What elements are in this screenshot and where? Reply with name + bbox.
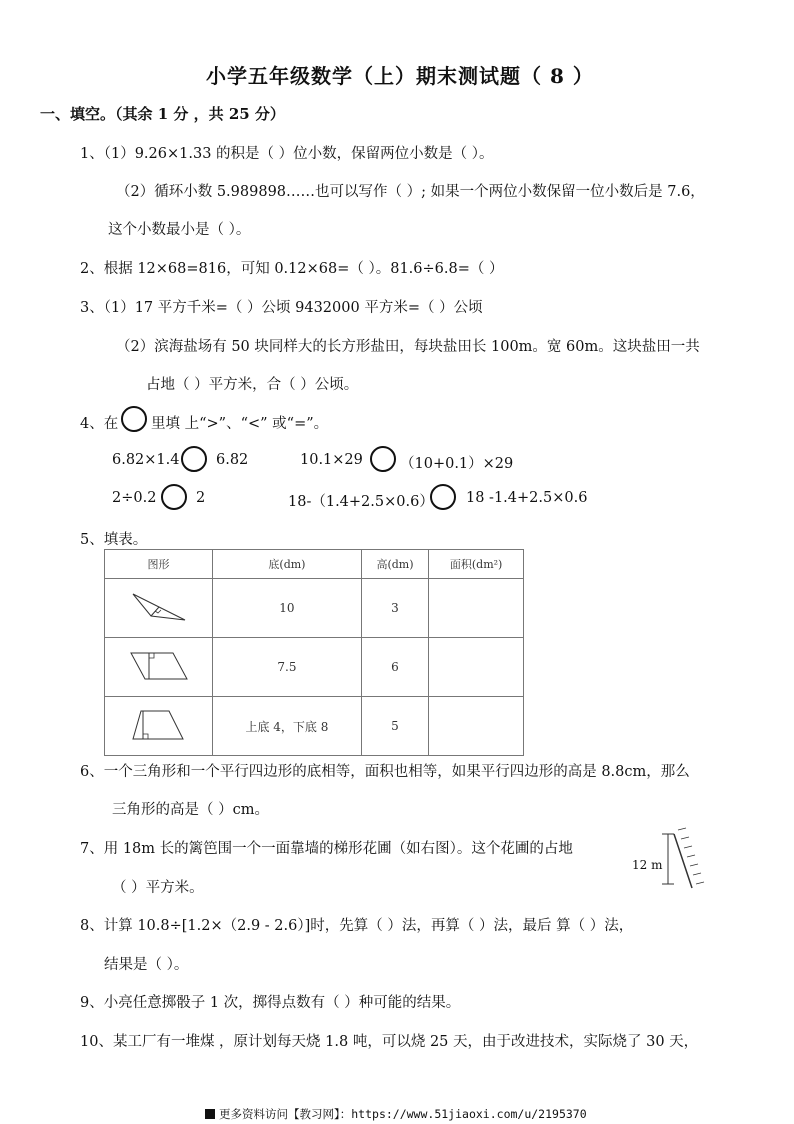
question-10: 10、某工厂有一堆煤 ，原计划每天烧 1.8 吨，可以烧 25 天，由于改进技术，实际烧了 30 天， (80, 1034, 699, 1050)
header-area: 面积(dm²) (429, 550, 524, 579)
table-row (105, 638, 524, 697)
table-row (105, 579, 524, 638)
compare-circle-b[interactable] (370, 446, 396, 472)
trapezoid-garden-figure (630, 826, 706, 890)
table-cell-area[interactable] (429, 579, 524, 638)
compare-circle-d[interactable] (430, 484, 456, 510)
question-6-cont: 三角形的高是（ ）cm。 (112, 802, 269, 818)
table-cell-base: 7.5 (213, 638, 362, 697)
header-height: 高(dm) (361, 550, 428, 579)
question-7-cont: （ ）平方米。 (112, 880, 204, 896)
compare-a-right: 6.82 (216, 452, 249, 468)
compare-d-right: 18 -1.4+2.5×0.6 (466, 490, 588, 506)
header-shape: 图形 (105, 550, 213, 579)
footer-link[interactable] (205, 1106, 587, 1122)
question-9: 9、小亮任意掷骰子 1 次，掷得点数有（ ）种可能的结果。 (80, 995, 461, 1011)
question-3-part-2-cont: 占地（ ）平方米，合（ ）公顷。 (146, 377, 359, 393)
question-4-prefix: 4、在 (80, 416, 119, 432)
question-8-cont: 结果是（ ）。 (104, 957, 189, 973)
table-header-row (105, 550, 524, 579)
header-base: 底(dm) (213, 550, 362, 579)
footer-text: 更多资料访问【教习网】：https://www.51jiaoxi.com/u/2195370 (219, 1107, 587, 1121)
table-cell-height: 5 (361, 697, 428, 756)
page-title: 小学五年级数学（上）期末测试题（ 8 ） (206, 64, 594, 88)
flag-icon (205, 1109, 215, 1119)
compare-a-left: 6.82×1.4 (112, 452, 180, 468)
compare-b-right: （10+0.1）×29 (400, 456, 514, 472)
compare-b-left: 10.1×29 (300, 452, 363, 468)
question-7: 7、用 18m 长的篱笆围一个一面靠墙的梯形花圃（如右图）。这个花圃的占地 (80, 841, 573, 857)
table-cell-base: 10 (213, 579, 362, 638)
table-cell-base: 上底 4，下底 8 (213, 697, 362, 756)
table-cell-height: 3 (361, 579, 428, 638)
triangle-figure (105, 579, 213, 638)
area-table (104, 549, 524, 756)
compare-d-left: 18-（1.4+2.5×0.6） (288, 494, 434, 510)
table-cell-area[interactable] (429, 638, 524, 697)
parallelogram-figure (105, 638, 213, 697)
garden-dimension-label: 12 m (632, 858, 663, 872)
question-8: 8、计算 10.8÷[1.2×（2.9 - 2.6）]时，先算（ ）法，再算（ ）法，最后 算（ ）法， (80, 918, 634, 934)
compare-c-left: 2÷0.2 (112, 490, 157, 506)
trapezoid-figure (105, 697, 213, 756)
question-3-part-2: （2）滨海盐场有 50 块同样大的长方形盐田，每块盐田长 100m。宽 60m。这块盐田一共 (116, 339, 700, 355)
question-1-part-2-cont: 这个小数最小是（ ）。 (108, 222, 251, 238)
table-cell-height: 6 (361, 638, 428, 697)
question-6: 6、一个三角形和一个平行四边形的底相等，面积也相等，如果平行四边形的高是 8.8cm，那么 (80, 764, 690, 780)
question-2: 2、根据 12×68=816，可知 0.12×68=（ ）。81.6÷6.8=（ ） (80, 261, 504, 277)
question-3-part-1: 3、（1）17 平方千米=（ ）公顷 9432000 平方米=（ ）公顷 (80, 300, 483, 316)
table-cell-area[interactable] (429, 697, 524, 756)
compare-circle-a[interactable] (181, 446, 207, 472)
question-1-part-1: 1、（1）9.26×1.33 的积是（ ）位小数，保留两位小数是（ ）。 (80, 146, 494, 162)
compare-circle-c[interactable] (161, 484, 187, 510)
question-1-part-2: （2）循环小数 5.989898……也可以写作（ ）; 如果一个两位小数保留一位小数后是 7.6， (116, 184, 705, 200)
question-4-instruction: 里填 上“>”、“<” 或“=”。 (151, 416, 329, 432)
question-5: 5、填表。 (80, 532, 148, 548)
compare-c-right: 2 (196, 490, 206, 506)
compare-circle (121, 406, 147, 432)
section-heading-fill-blank: 一、填空。（其余 1 分 ，共 25 分） (40, 105, 285, 123)
table-row (105, 697, 524, 756)
